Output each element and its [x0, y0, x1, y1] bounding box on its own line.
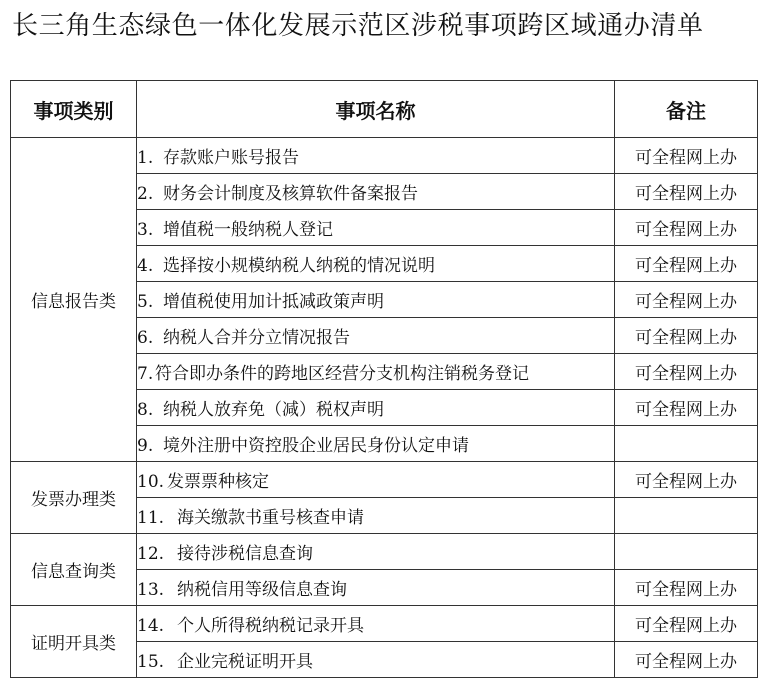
item-cell [137, 246, 615, 282]
note-cell: 可全程网上办 [615, 246, 758, 282]
note-cell: 可全程网上办 [615, 318, 758, 354]
item-number: 8. [137, 400, 154, 420]
table-row [11, 606, 758, 642]
note-cell [615, 426, 758, 462]
note-cell: 可全程网上办 [615, 282, 758, 318]
item-number: 11. [137, 508, 165, 528]
item-number: 15. [137, 652, 165, 672]
item-cell [137, 426, 615, 462]
document-title: 长三角生态绿色一体化发展示范区涉税事项跨区域通办清单 [12, 11, 704, 41]
table-header-row [11, 81, 758, 138]
item-name: 海关缴款书重号核查申请 [177, 508, 364, 528]
note-cell: 可全程网上办 [615, 390, 758, 426]
item-cell [137, 210, 615, 246]
item-name: 纳税人放弃免（减）税权声明 [163, 400, 384, 420]
note-cell: 可全程网上办 [615, 642, 758, 678]
note-cell: 可全程网上办 [615, 606, 758, 642]
item-number: 7. [137, 364, 154, 384]
item-name: 符合即办条件的跨地区经营分支机构注销税务登记 [155, 364, 529, 384]
note-cell: 可全程网上办 [615, 210, 758, 246]
item-cell [137, 606, 615, 642]
table-row [11, 534, 758, 570]
item-name: 财务会计制度及核算软件备案报告 [163, 184, 418, 204]
item-name: 纳税人合并分立情况报告 [163, 328, 350, 348]
table-body [11, 138, 758, 678]
item-number: 9. [137, 436, 154, 456]
item-number: 14. [137, 616, 165, 636]
note-cell: 可全程网上办 [615, 138, 758, 174]
category-cell: 信息报告类 [11, 138, 137, 462]
item-number: 10. [137, 472, 165, 492]
item-number: 12. [137, 544, 165, 564]
item-cell [137, 534, 615, 570]
item-number: 1. [137, 148, 154, 168]
header-item-name: 事项名称 [137, 81, 615, 138]
note-cell [615, 534, 758, 570]
item-cell [137, 318, 615, 354]
note-cell: 可全程网上办 [615, 174, 758, 210]
tax-matters-table [10, 80, 758, 678]
note-cell: 可全程网上办 [615, 462, 758, 498]
item-cell [137, 354, 615, 390]
header-category: 事项类别 [11, 81, 137, 138]
item-number: 2. [137, 184, 154, 204]
category-cell: 证明开具类 [11, 606, 137, 678]
item-number: 4. [137, 256, 154, 276]
item-name: 选择按小规模纳税人纳税的情况说明 [163, 256, 435, 276]
item-cell [137, 390, 615, 426]
note-cell: 可全程网上办 [615, 570, 758, 606]
item-name: 企业完税证明开具 [177, 652, 313, 672]
table-row [11, 462, 758, 498]
item-name: 纳税信用等级信息查询 [177, 580, 347, 600]
item-name: 增值税一般纳税人登记 [163, 220, 333, 240]
item-number: 6. [137, 328, 154, 348]
item-name: 发票票种核定 [167, 472, 269, 492]
header-note: 备注 [615, 81, 758, 138]
item-cell [137, 174, 615, 210]
item-name: 增值税使用加计抵减政策声明 [163, 292, 384, 312]
note-cell: 可全程网上办 [615, 354, 758, 390]
item-name: 个人所得税纳税记录开具 [177, 616, 364, 636]
item-cell [137, 282, 615, 318]
note-cell [615, 498, 758, 534]
item-cell [137, 570, 615, 606]
item-cell [137, 138, 615, 174]
category-cell: 信息查询类 [11, 534, 137, 606]
item-cell [137, 498, 615, 534]
category-cell: 发票办理类 [11, 462, 137, 534]
item-cell [137, 642, 615, 678]
item-number: 13. [137, 580, 165, 600]
item-cell [137, 462, 615, 498]
item-number: 5. [137, 292, 154, 312]
item-name: 境外注册中资控股企业居民身份认定申请 [163, 436, 469, 456]
item-name: 接待涉税信息查询 [177, 544, 313, 564]
item-name: 存款账户账号报告 [163, 148, 299, 168]
table-row [11, 138, 758, 174]
item-number: 3. [137, 220, 154, 240]
